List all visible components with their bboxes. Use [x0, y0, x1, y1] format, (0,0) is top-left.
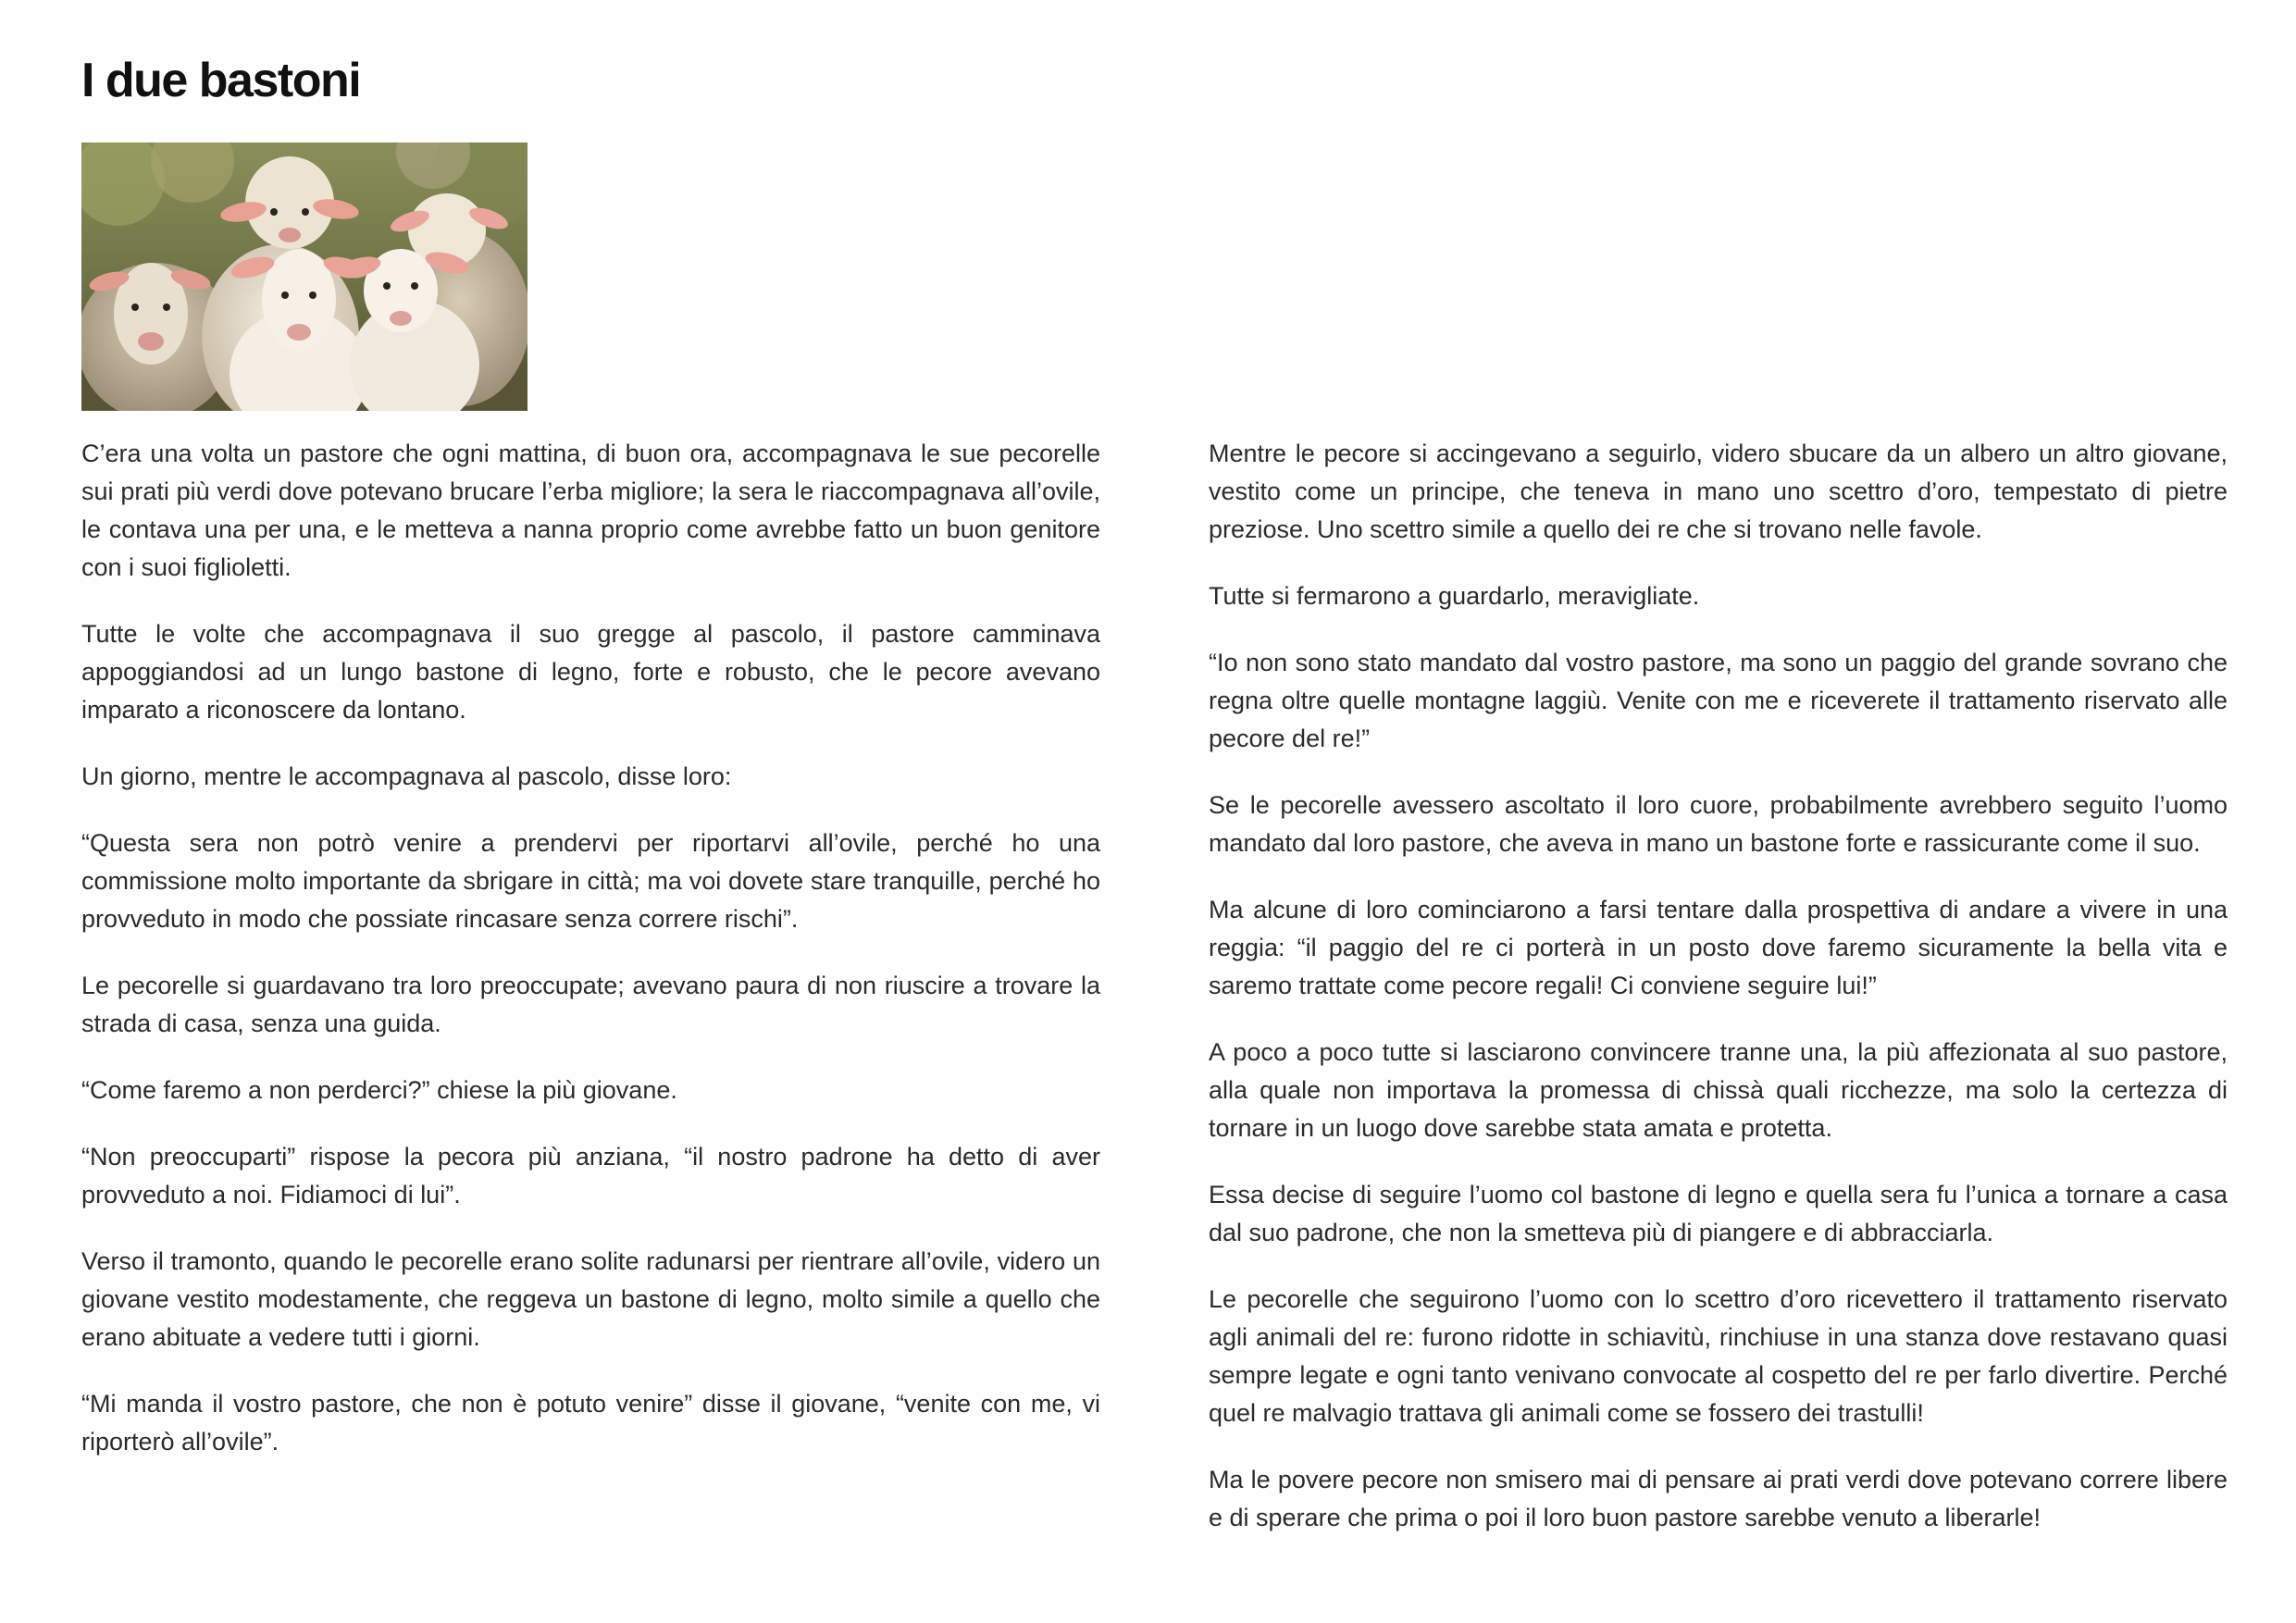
left-text-column	[81, 435, 1100, 1490]
paragraph: Ma le povere pecore non smisero mai di pensare ai prati verdi dove potevano correre libere e di sperare che prima o poi il loro buon pastore sarebbe venuto a liberarle!	[1209, 1466, 2228, 1531]
paragraph: Mentre le pecore si accingevano a seguirlo, videro sbucare da un albero un altro giovane, vestito come un principe, che teneva in mano uno scettro d’oro, tempestato di pietre preziose. Uno scettro simile a quello dei re che si trovano nelle favole.	[1209, 440, 2228, 543]
paragraph: Verso il tramonto, quando le pecorelle erano solite radunarsi per rientrare all’ovile, videro un giovane vestito modestamente, che reggeva un bastone di legno, molto simile a quello che erano abituate a vedere tutti i giorni.	[81, 1247, 1100, 1351]
sheep-photo-illustration	[81, 142, 527, 411]
paragraph: Essa decise di seguire l’uomo col bastone di legno e quella sera fu l’unica a tornare a casa dal suo padrone, che non la smetteva più di piangere e di abbracciarla.	[1209, 1181, 2228, 1246]
paragraph: “Questa sera non potrò venire a prendervi per riportarvi all’ovile, perché ho una commissione molto importante da sbrigare in città; ma voi dovete stare tranquille, perché ho provveduto in modo che possiate rincasare senza correre rischi”.	[81, 829, 1100, 933]
paragraph: “Non preoccuparti” rispose la pecora più anziana, “il nostro padrone ha detto di aver provveduto a noi. Fidiamoci di lui”.	[81, 1143, 1100, 1208]
paragraph: Se le pecorelle avessero ascoltato il loro cuore, probabilmente avrebbero seguito l’uomo mandato dal loro pastore, che aveva in mano un bastone forte e rassicurante come il suo.	[1209, 791, 2228, 857]
paragraph: Le pecorelle che seguirono l’uomo con lo scettro d’oro ricevettero il trattamento riservato agli animali del re: furono ridotte in schiavitù, rinchiuse in una stanza dove restavano quasi sempre legate e ogni tanto venivano convocate al cospetto del re per farlo divertire. Perché quel re malvagio trattava gli animali come se fossero dei trastulli!	[1209, 1285, 2228, 1427]
paragraph: “Come faremo a non perderci?” chiese la più giovane.	[81, 1076, 677, 1104]
paragraph: A poco a poco tutte si lasciarono convincere tranne una, la più affezionata al suo pastore, alla quale non importava la promessa di chissà quali ricchezze, ma solo la certezza di tornare in un luogo dove sarebbe stata amata e protetta.	[1209, 1038, 2228, 1142]
right-text-column	[1209, 435, 2228, 1566]
paragraph: “Io non sono stato mandato dal vostro pastore, ma sono un paggio del grande sovrano che regna oltre quelle montagne laggiù. Venite con me e riceverete il trattamento riservato alle pecore del re!”	[1209, 649, 2228, 752]
paragraph: Tutte si fermarono a guardarlo, meravigliate.	[1209, 582, 1700, 610]
page-title: I due bastoni	[81, 54, 361, 107]
paragraph: Un giorno, mentre le accompagnava al pascolo, disse loro:	[81, 762, 732, 790]
paragraph: Le pecorelle si guardavano tra loro preoccupate; avevano paura di non riuscire a trovare la strada di casa, senza una guida.	[81, 972, 1100, 1037]
paragraph: Tutte le volte che accompagnava il suo gregge al pascolo, il pastore camminava appoggiandosi ad un lungo bastone di legno, forte e robusto, che le pecore avevano imparato a riconoscere da lontano.	[81, 620, 1100, 724]
paragraph: “Mi manda il vostro pastore, che non è potuto venire” disse il giovane, “venite con me, vi riporterò all’ovile”.	[81, 1390, 1100, 1456]
sheep-flock-photo	[81, 142, 527, 411]
paragraph: C’era una volta un pastore che ogni mattina, di buon ora, accompagnava le sue pecorelle sui prati più verdi dove potevano brucare l’erba migliore; la sera le riaccompagnava all’ovile, le contava una per una, e le metteva a nanna proprio come avrebbe fatto un buon genitore con i suoi figlioletti.	[81, 440, 1100, 581]
paragraph: Ma alcune di loro cominciarono a farsi tentare dalla prospettiva di andare a vivere in una reggia: “il paggio del re ci porterà in un posto dove faremo sicuramente la bella vita e saremo trattate come pecore regali! Ci conviene seguire lui!”	[1209, 896, 2228, 999]
